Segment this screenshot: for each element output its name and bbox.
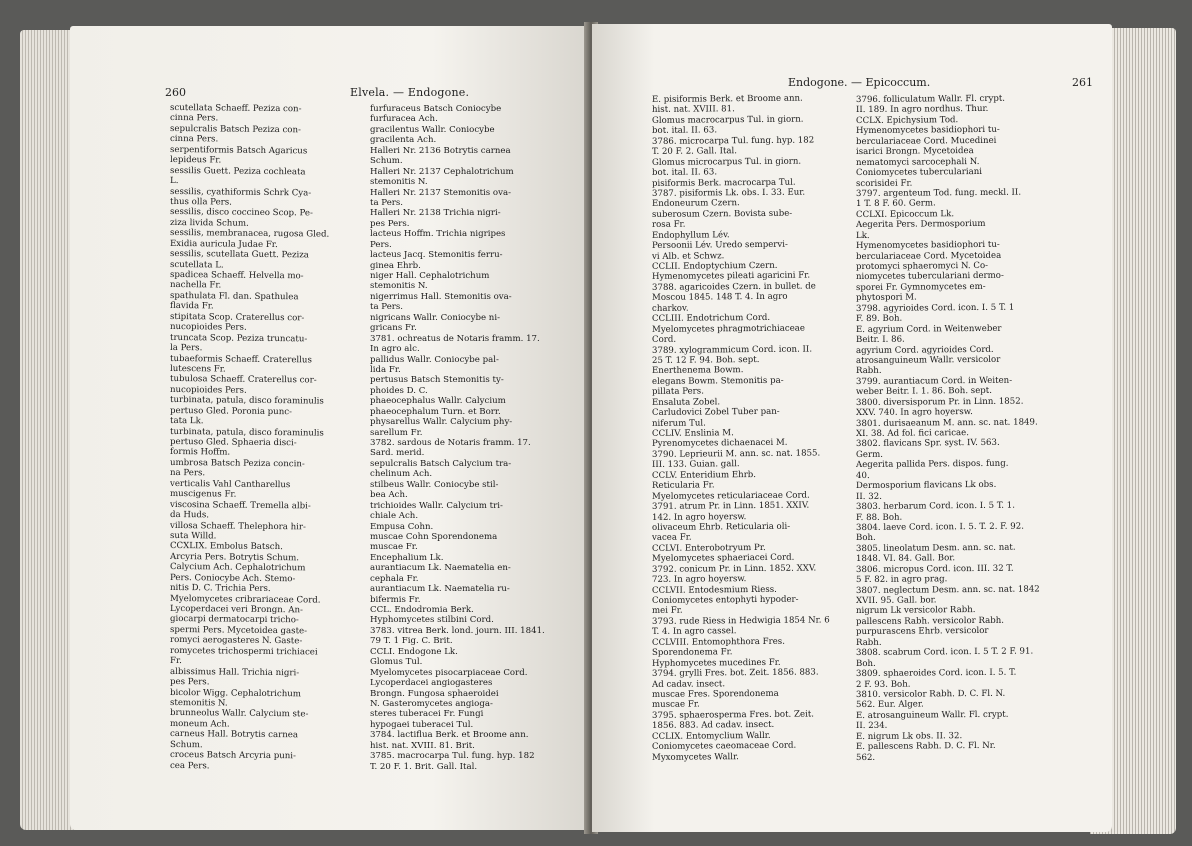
text-line: muscae Cohn Sporendonema xyxy=(370,531,498,542)
text-line: charkov. xyxy=(651,303,689,314)
text-line: Aegerita Pers. Dermosporium xyxy=(855,219,986,231)
text-line: bea Ach. xyxy=(370,490,408,501)
text-line: pertusus Batsch Stemonitis ty- xyxy=(370,375,504,386)
text-line: sepulcralis Batsch Calycium tra- xyxy=(370,458,512,469)
text-line: 3807. neglectum Desm. ann. sc. nat. 1842 xyxy=(855,584,1040,596)
text-line: Boh. xyxy=(855,533,876,544)
text-line: T. 20 F. 2. Gall. Ital. xyxy=(651,146,738,158)
text-line: da Huds. xyxy=(169,510,210,521)
left-column-2 xyxy=(370,104,580,772)
text-line: trichioides Wallr. Calycium tri- xyxy=(370,500,503,511)
text-line: 1856. 883. Ad cadav. insect. xyxy=(651,720,775,732)
text-line: nitis D. C. Trichia Pers. xyxy=(169,583,271,595)
text-line: Exidia auricula Judae Fr. xyxy=(169,238,278,250)
text-line: 3799. aurantiacum Cord. in Weiten- xyxy=(855,375,1013,387)
text-line: pes Pers. xyxy=(169,677,210,688)
text-line: Beitr. I. 86. xyxy=(855,334,905,346)
text-line: Coniomycetes entophyti hypoder- xyxy=(651,594,799,606)
text-line: ta Pers. xyxy=(370,302,404,313)
text-line: vacea Fr. xyxy=(651,532,692,544)
text-line: muscigenus Fr. xyxy=(169,489,237,500)
text-line: CCXLIX. Embolus Batsch. xyxy=(169,541,283,553)
text-line: physarellus Wallr. Calycium phy- xyxy=(370,417,513,428)
text-line: ginea Ehrb. xyxy=(370,260,421,271)
left-page xyxy=(70,26,588,830)
text-line: moneum Ach. xyxy=(169,718,230,730)
text-line: turbinata, patula, disco foraminulis xyxy=(169,395,324,407)
text-line: E. agyrium Cord. in Weitenweber xyxy=(855,323,1002,335)
text-line: Myelomycetes reticulariaceae Cord. xyxy=(651,490,810,502)
left-page-number: 260 xyxy=(165,86,186,99)
text-line: 3808. scabrum Cord. icon. I. 5 T. 2 F. 91. xyxy=(855,646,1034,659)
text-line: chelinum Ach. xyxy=(370,469,433,480)
text-line: rosa Fr. xyxy=(651,219,686,231)
text-line: 1 T. 8 F. 60. Germ. xyxy=(855,198,936,210)
text-line: stipitata Scop. Craterellus cor- xyxy=(169,311,305,324)
text-line: aurantiacum Lk. Naematelia ru- xyxy=(370,584,510,595)
text-line: niger Hall. Cephalotrichum xyxy=(370,271,490,281)
text-line: 3781. ochreatus de Notaris framm. 17. xyxy=(370,333,540,344)
text-line: muscae Fres. Sporendonema xyxy=(651,688,779,700)
text-line: niferum Tul. xyxy=(651,418,706,429)
text-line: 3803. herbarum Cord. icon. I. 5 T. 1. xyxy=(855,500,1016,513)
text-line: stemonitis N. xyxy=(370,281,428,292)
text-line: 2 F. 93. Boh. xyxy=(855,679,911,690)
text-line: 3806. micropus Cord. icon. III. 32 T. xyxy=(855,563,1014,575)
text-line: cea Pers. xyxy=(169,760,210,771)
text-line: lepideus Fr. xyxy=(169,155,222,166)
text-line: 3801. durisaeanum M. ann. sc. nat. 1849. xyxy=(855,417,1038,429)
text-line: isarici Brongn. Mycetoidea xyxy=(855,146,974,158)
text-line: nigerrimus Hall. Stemonitis ova- xyxy=(370,291,512,302)
text-line: nigricans Wallr. Coniocybe ni- xyxy=(370,312,500,323)
text-line: 3791. atrum Pr. in Linn. 1851. XXIV. xyxy=(651,500,810,512)
text-line: gracilentus Wallr. Coniocybe xyxy=(370,124,495,135)
text-line: Calycium Ach. Cephalotrichum xyxy=(169,562,306,574)
text-line: scorisidei Fr. xyxy=(855,178,913,189)
text-line: 723. In agro hoyersw. xyxy=(651,574,747,586)
text-line: lutescens Fr. xyxy=(169,363,226,375)
text-line: scutellata Schaeff. Peziza con- xyxy=(169,102,302,115)
text-line: Rabh. xyxy=(855,637,882,648)
text-line: phaeocephalum Turn. et Borr. xyxy=(370,406,501,417)
text-line: Glomus macrocarpus Tul. in giorn. xyxy=(651,114,804,126)
text-line: II. 234. xyxy=(855,721,888,732)
text-line: ta Pers. xyxy=(370,197,404,208)
text-line: Sard. merid. xyxy=(370,448,425,459)
text-line: Coniomycetes caeomaceae Cord. xyxy=(651,740,797,753)
text-line: CCLX. Epichysium Tod. xyxy=(855,115,959,126)
text-line: 142. In agro hoyersw. xyxy=(651,511,747,523)
text-line: 3792. conicum Pr. in Linn. 1852. XXV. xyxy=(651,563,817,575)
text-line: Schum. xyxy=(169,739,203,750)
text-line: Halleri Nr. 2138 Trichia nigri- xyxy=(370,208,501,219)
text-line: 3810. versicolor Rabh. D. C. Fl. N. xyxy=(855,688,1006,700)
text-line: aurantiacum Lk. Naematelia en- xyxy=(370,563,511,574)
text-line: nematomyci sarcocephali N. xyxy=(855,156,980,168)
text-line: tata Lk. xyxy=(169,416,204,427)
text-line: N. Gasteromycetes angioga- xyxy=(370,698,493,709)
text-line: Cord. xyxy=(651,334,677,345)
text-line: croceus Batsch Arcyria puni- xyxy=(169,750,297,762)
text-line: Hymenomycetes basidiophori tu- xyxy=(855,239,1000,252)
text-line: bot. ital. II. 63. xyxy=(651,125,718,137)
text-line: Halleri Nr. 2136 Botrytis carnea xyxy=(370,145,511,156)
text-line: Carludovici Zobel Tuber pan- xyxy=(651,406,780,419)
text-line: 5 F. 82. in agro prag. xyxy=(855,574,948,586)
text-line: sessilis Guett. Peziza cochleata xyxy=(169,165,306,177)
text-line: Coniomycetes tuberculariani xyxy=(855,167,983,179)
text-line: Boh. xyxy=(855,658,876,669)
text-line: In agro alc. xyxy=(370,344,420,355)
text-line: T. 20 F. 1. Brit. Gall. Ital. xyxy=(370,761,478,772)
text-line: sessilis, cyathiformis Schrk Cya- xyxy=(169,186,312,198)
text-line: Persoonii Lév. Uredo sempervi- xyxy=(651,239,788,252)
text-line: nucopioides Pers. xyxy=(169,384,247,396)
text-line: Moscou 1845. 148 T. 4. In agro xyxy=(651,292,788,304)
text-line: Germ. xyxy=(855,449,883,460)
text-line: Ensaluta Zobel. xyxy=(651,397,721,408)
text-line: III. 133. Guian. gall. xyxy=(651,459,740,471)
text-line: brunneolus Wallr. Calycium ste- xyxy=(169,708,309,720)
text-line: protomyci sphaeromyci N. Co- xyxy=(855,260,989,273)
text-line: albissimus Hall. Trichia nigri- xyxy=(169,666,300,678)
text-line: 3793. rude Riess in Hedwigia 1854 Nr. 6 xyxy=(651,615,830,627)
text-line: T. 4. In agro cassel. xyxy=(651,626,737,638)
text-line: CCLIV. Enslinia M. xyxy=(651,428,734,439)
text-line: E. atrosanguineum Wallr. Fl. crypt. xyxy=(855,709,1009,721)
text-line: viscosina Schaeff. Tremella albi- xyxy=(169,499,311,512)
text-line: II. 189. In agro nordhus. Thur. xyxy=(855,104,989,116)
text-line: 3786. microcarpa Tul. fung. hyp. 182 xyxy=(651,135,815,147)
text-line: 3790. Leprieurii M. ann. sc. nat. 1855. xyxy=(651,448,821,460)
text-line: tubulosa Schaeff. Craterellus cor- xyxy=(169,374,317,386)
text-line: Hymenomycetes basidiophori tu- xyxy=(855,125,1000,137)
text-line: berculariaceae Cord. Mucedinei xyxy=(855,135,997,147)
text-line: la Pers. xyxy=(169,343,203,354)
text-line: steres tuberacei Fr. Fungi xyxy=(370,709,484,720)
text-line: muscae Fr. xyxy=(651,699,700,711)
text-line: gricans Fr. xyxy=(370,323,417,334)
text-line: giocarpi dermatocarpi tricho- xyxy=(169,614,299,626)
text-line: Sporendonema Fr. xyxy=(651,647,733,659)
text-line: cinna Pers. xyxy=(169,113,219,124)
text-line: 3809. sphaeroides Cord. icon. I. 5. T. xyxy=(855,667,1017,680)
text-line: Endoneurum Czern. xyxy=(651,198,740,210)
text-line: pisiformis Berk. macrocarpa Tul. xyxy=(651,177,796,189)
text-line: formis Hoffm. xyxy=(169,447,231,459)
text-line: agyrium Cord. agyrioides Cord. xyxy=(855,344,994,356)
text-line: purpurascens Ehrb. versicolor xyxy=(855,626,989,638)
text-line: 25 T. 12 F. 94. Boh. sept. xyxy=(651,354,760,366)
text-line: suberosum Czern. Bovista sube- xyxy=(651,208,793,220)
text-line: stilbeus Wallr. Coniocybe stil- xyxy=(370,479,499,490)
text-line: Halleri Nr. 2137 Cephalotrichum xyxy=(370,166,514,177)
text-line: sessilis, disco coccineo Scop. Pe- xyxy=(169,207,313,219)
text-line: Pers. Coniocybe Ach. Stemo- xyxy=(169,572,296,584)
text-line: gracilenta Ach. xyxy=(370,135,437,146)
text-line: 3797. argenteum Tod. fung. meckl. II. xyxy=(855,187,1022,199)
text-line: Rabh. xyxy=(855,366,882,377)
text-line: weber Beitr. I. 1. 86. Boh. sept. xyxy=(855,386,993,398)
text-line: Myelomycetes pisocarpiaceae Cord. xyxy=(370,667,528,678)
text-line: 79 T. 1 Fig. C. Brit. xyxy=(370,636,453,647)
text-line: 3782. sardous de Notaris framm. 17. xyxy=(370,438,531,448)
text-line: CCLVII. Entodesmium Riess. xyxy=(651,584,777,596)
text-line: olivaceum Ehrb. Reticularia oli- xyxy=(651,521,791,533)
text-line: Schum. xyxy=(370,156,403,167)
text-line: pillata Pers. xyxy=(651,386,704,398)
right-running-title: Endogone. — Epicoccum. xyxy=(788,76,931,89)
text-line: Arcyria Pers. Botrytis Schum. xyxy=(169,551,300,564)
text-line: Fr. xyxy=(169,656,182,667)
text-line: umbrosa Batsch Peziza concin- xyxy=(169,457,305,470)
text-line: sepulcralis Batsch Peziza con- xyxy=(169,123,301,136)
text-line: pertuso Gled. Sphaeria disci- xyxy=(169,436,297,449)
text-line: romycetes trichospermi trichiacei xyxy=(169,645,318,658)
text-line: Encephalium Lk. xyxy=(370,552,444,563)
text-line: cephala Fr. xyxy=(370,573,419,584)
text-line: turbinata, patula, disco foraminulis xyxy=(169,426,324,439)
text-line: E. pisiformis Berk. et Broome ann. xyxy=(651,93,803,105)
text-line: pertuso Gled. Poronia punc- xyxy=(169,405,293,417)
text-line: phoides D. C. xyxy=(370,385,428,396)
text-line: 3783. vitrea Berk. lond. journ. III. 1841. xyxy=(370,625,545,636)
text-line: ziza livida Schum. xyxy=(169,217,249,229)
left-column-1 xyxy=(170,104,370,772)
text-line: 1848. VI. 84. Gall. Bor. xyxy=(855,553,956,565)
text-line: bot. ital. II. 63. xyxy=(651,167,718,178)
text-line: Hymenomycetes pileati agaricini Fr. xyxy=(651,270,811,283)
text-line: na Pers. xyxy=(169,468,206,479)
text-line: Aegerita pallida Pers. dispos. fung. xyxy=(855,459,1009,471)
text-line: hist. nat. XVIII. 81. xyxy=(651,104,735,116)
text-line: Empusa Cohn. xyxy=(370,521,434,532)
text-line: scutellata L. xyxy=(169,259,224,271)
text-line: CCLIX. Entomyclium Wallr. xyxy=(651,730,771,742)
text-line: pallidus Wallr. Coniocybe pal- xyxy=(370,354,499,365)
text-line: Pers. xyxy=(370,239,392,250)
text-line: 3789. xylogrammicum Cord. icon. II. xyxy=(651,344,813,356)
text-line: sessilis, membranacea, rugosa Gled. xyxy=(169,228,330,240)
text-line: Reticularia Fr. xyxy=(651,480,715,492)
text-line: muscae Fr. xyxy=(370,542,418,553)
text-line: sporei Fr. Gymnomycetes em- xyxy=(855,281,986,293)
text-line: verticalis Vahl Cantharellus xyxy=(169,478,291,490)
text-line: hist. nat. XVIII. 81. Brit. xyxy=(370,740,475,751)
text-line: mei Fr. xyxy=(651,606,683,617)
text-line: elegans Bowm. Stemonitis pa- xyxy=(651,375,784,387)
text-line: stemonitis N. xyxy=(169,697,228,709)
text-line: E. pallescens Rabh. D. C. Fl. Nr. xyxy=(855,740,996,753)
text-line: L. xyxy=(169,176,179,187)
text-line: CCLV. Enteridium Ehrb. xyxy=(651,469,757,481)
text-line: serpentiformis Batsch Agaricus xyxy=(169,144,308,157)
text-line: tubaeformis Schaeff. Craterellus xyxy=(169,353,312,365)
text-line: furfuracea Ach. xyxy=(370,114,438,125)
text-line: 3802. flavicans Spr. syst. IV. 563. xyxy=(855,438,1000,450)
right-column-1 xyxy=(652,94,862,762)
text-line: carneus Hall. Botrytis carnea xyxy=(169,729,299,741)
text-line: Lycoperdacei angiogasteres xyxy=(370,678,493,689)
text-line: 3804. laeve Cord. icon. I. 5. T. 2. F. 92. xyxy=(855,521,1024,533)
text-line: Halleri Nr. 2137 Stemonitis ova- xyxy=(370,187,511,198)
text-line: vi Alb. et Schwz. xyxy=(651,250,725,262)
text-line: Endophyllum Lév. xyxy=(651,229,730,241)
text-line: CCLVI. Enterobotryum Pr. xyxy=(651,542,766,554)
text-line: 40. xyxy=(855,470,870,481)
text-line: hypogaei tuberacei Tul. xyxy=(370,719,474,730)
text-line: spermi Pers. Mycetoidea gaste- xyxy=(169,624,308,637)
text-line: niomycetes tuberculariani dermo- xyxy=(855,271,1004,283)
text-line: phaeocephalus Wallr. Calycium xyxy=(370,396,506,407)
text-line: CCLXI. Epicoccum Lk. xyxy=(855,209,955,220)
text-line: Ad cadav. insect. xyxy=(651,678,726,690)
text-line: cinna Pers. xyxy=(169,134,219,145)
text-line: Dermosporium flavicans Lk obs. xyxy=(855,480,997,492)
text-line: Lk. xyxy=(855,230,870,241)
text-line: 3798. agyrioides Cord. icon. I. 5 T. 1 xyxy=(855,302,1015,314)
text-line: lida Fr. xyxy=(370,364,401,375)
text-line: E. nigrum Lk obs. II. 32. xyxy=(855,730,963,742)
text-line: pes Pers. xyxy=(370,218,410,229)
text-line: Myelomycetes sphaeriacei Cord. xyxy=(651,552,795,565)
text-line: berculariaceae Cord. Mycetoidea xyxy=(855,250,1002,262)
text-line: F. 88. Boh. xyxy=(855,512,903,523)
text-line: Hyphomycetes stilbini Cord. xyxy=(370,615,494,626)
text-line: spadicea Schaeff. Helvella mo- xyxy=(169,269,304,282)
text-line: CCLI. Endogone Lk. xyxy=(370,646,458,657)
text-line: 3795. sphaerosperma Fres. bot. Zeit. xyxy=(651,709,815,721)
text-line: truncata Scop. Peziza truncatu- xyxy=(169,332,308,345)
text-line: 562. xyxy=(855,752,876,763)
text-line: nigrum Lk versicolor Rabh. xyxy=(855,605,976,617)
text-line: bicolor Wigg. Cephalotrichum xyxy=(169,687,302,699)
text-line: sessilis, scutellata Guett. Peziza xyxy=(169,249,309,261)
text-line: romyci aerogasteres N. Gaste- xyxy=(169,635,303,647)
text-line: chiale Ach. xyxy=(370,511,419,522)
text-line: F. 89. Boh. xyxy=(855,313,903,325)
text-line: lacteus Jacq. Stemonitis ferru- xyxy=(370,250,503,261)
text-line: villosa Schaeff. Thelephora hir- xyxy=(169,520,306,532)
text-line: nachella Fr. xyxy=(169,280,222,291)
text-line: 562. Eur. Alger. xyxy=(855,699,924,711)
text-line: 3805. lineolatum Desm. ann. sc. nat. xyxy=(855,542,1016,554)
text-line: CCLII. Endoptychium Czern. xyxy=(651,260,778,272)
text-line: 3787. pisiformis Lk. obs. I. 33. Eur. xyxy=(651,187,806,199)
text-line: Myelomycetes phragmotrichiaceae xyxy=(651,323,806,335)
text-line: XXV. 740. In agro hoyersw. xyxy=(855,407,973,419)
text-line: 3784. lactiflua Berk. et Broome ann. xyxy=(370,730,529,741)
text-line: bifermis Fr. xyxy=(370,594,421,605)
text-line: CCLIII. Endotrichum Cord. xyxy=(651,313,771,325)
text-line: CCL. Endodromia Berk. xyxy=(370,605,474,615)
text-line: 3794. grylli Fres. bot. Zeit. 1856. 883. xyxy=(651,667,819,679)
text-line: spathulata Fl. dan. Spathulea xyxy=(169,290,299,303)
text-line: XI. 38. Ad fol. fici caricae. xyxy=(855,428,969,440)
text-line: CCLVIII. Entomophthora Fres. xyxy=(651,636,785,648)
text-line: 3800. diversisporum Pr. in Linn. 1852. xyxy=(855,396,1024,408)
text-line: lacteus Hoffm. Trichia nigripes xyxy=(370,229,506,240)
text-line: XVII. 95. Gall. bor. xyxy=(855,595,937,607)
text-line: Hyphomycetes mucedines Fr. xyxy=(651,657,781,669)
right-page-number: 261 xyxy=(1072,76,1093,89)
text-line: Enerthenema Bowm. xyxy=(651,365,744,377)
text-line: Glomus Tul. xyxy=(370,657,423,668)
text-line: phytospori M. xyxy=(855,292,917,304)
text-line: flavida Fr. xyxy=(169,301,214,312)
text-line: Myelomycetes cribrariaceae Cord. xyxy=(169,593,321,606)
text-line: Glomus microcarpus Tul. in giorn. xyxy=(651,156,802,168)
text-line: 3796. folliculatum Wallr. Fl. crypt. xyxy=(855,93,1006,106)
text-line: furfuraceus Batsch Coniocybe xyxy=(370,104,502,114)
text-line: atrosanguineum Wallr. versicolor xyxy=(855,354,1001,366)
right-page xyxy=(592,24,1112,832)
left-running-title: Elvela. — Endogone. xyxy=(350,86,470,99)
text-line: Myxomycetes Wallr. xyxy=(651,751,739,763)
text-line: sarellum Fr. xyxy=(370,427,423,438)
text-line: 3785. macrocarpa Tul. fung. hyp. 182 xyxy=(370,751,535,762)
text-line: suta Willd. xyxy=(169,530,217,542)
text-line: II. 32. xyxy=(855,491,882,502)
text-line: stemonitis N. xyxy=(370,177,428,188)
text-line: Lycoperdacei veri Brongn. An- xyxy=(169,603,303,616)
text-line: Brongn. Fungosa sphaeroidei xyxy=(370,688,499,699)
text-line: pallescens Rabh. versicolor Rabh. xyxy=(855,615,1005,627)
text-line: Pyrenomycetes dichaenacei M. xyxy=(651,438,788,450)
right-column-2 xyxy=(856,94,1096,762)
text-line: nucopioides Pers. xyxy=(169,322,247,333)
text-line: 3788. agaricoides Czern. in bullet. de xyxy=(651,281,816,293)
text-line: thus olla Pers. xyxy=(169,196,232,208)
